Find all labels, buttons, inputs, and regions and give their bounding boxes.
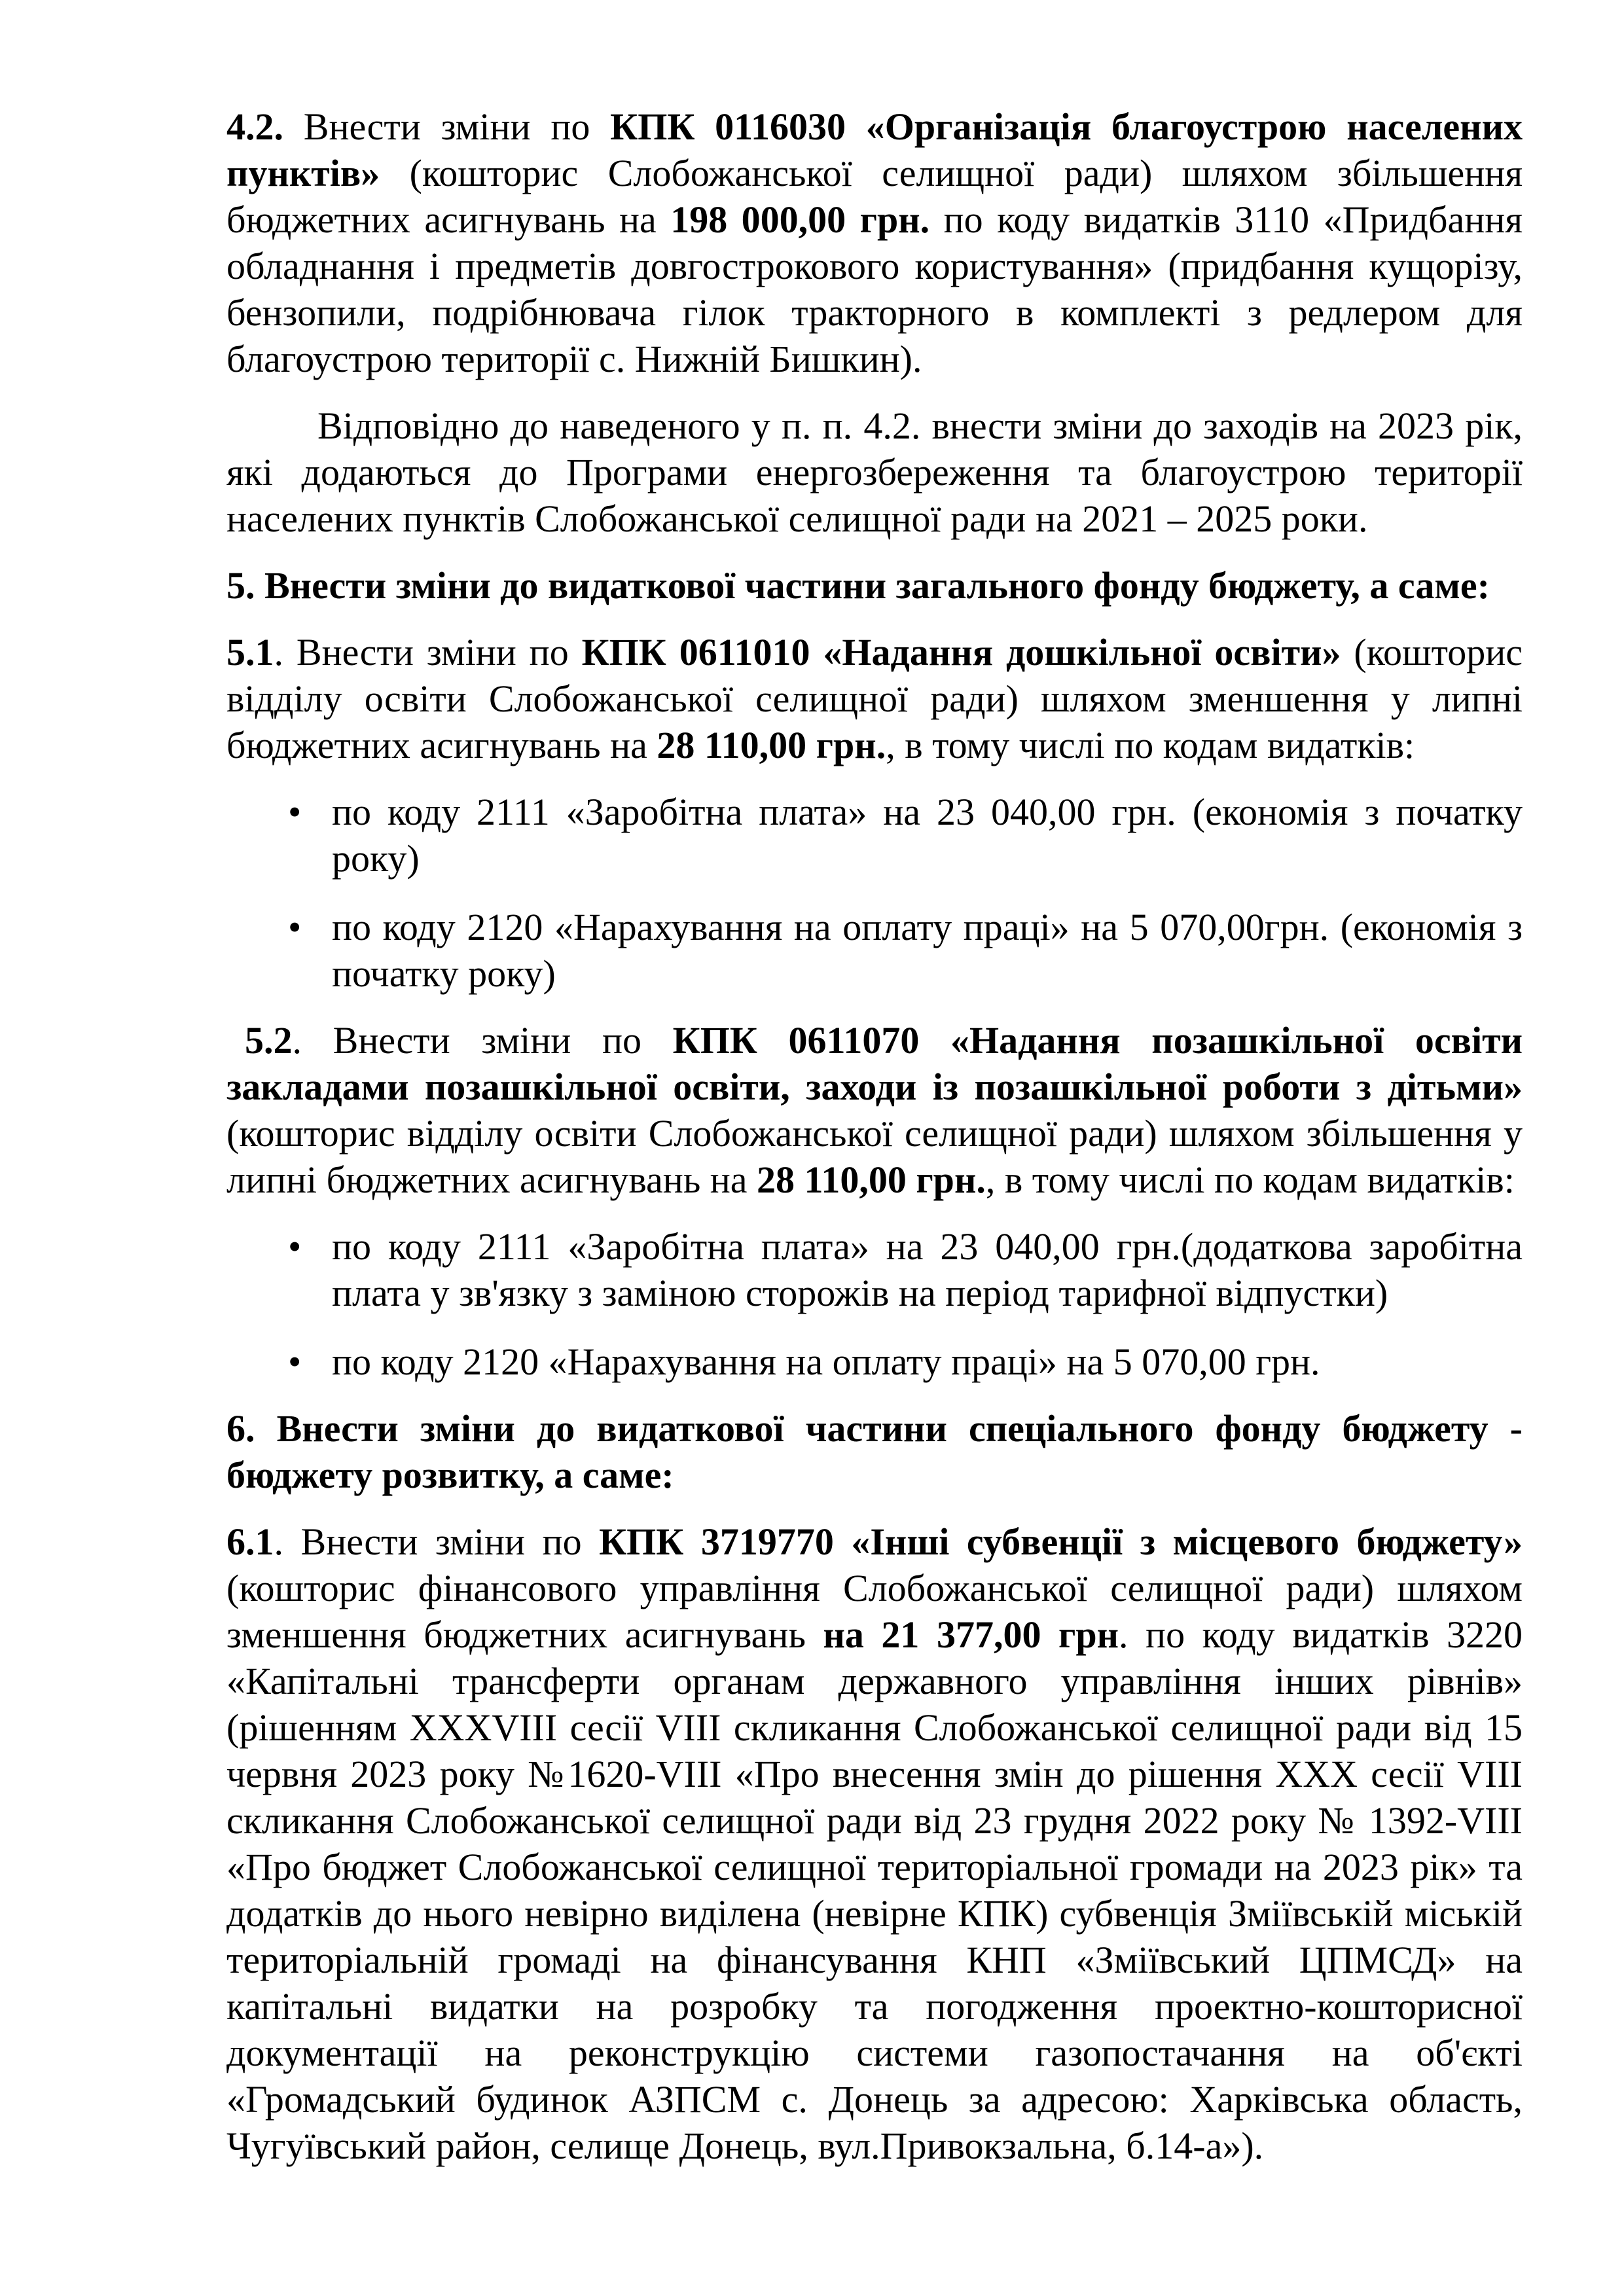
text-run: . Внести зміни по [274, 1520, 600, 1563]
text-run-bold: 6. Внести зміни до видаткової частини спеціального фонду бюджету - бюджету розвитку, а саме: [226, 1407, 1523, 1496]
text-run: Відповідно до наведеного у п. п. 4.2. внести зміни до заходів на 2023 рік, які додаються до Програми енергозбереження та благоустрою території населених пунктів Слобожанської селищної ради на 2021 – 2025 роки. [226, 404, 1523, 540]
list-item-text: по коду 2111 «Заробітна плата» на 23 040,00 грн. (економія з початку року) [332, 791, 1523, 880]
paragraph-5-1 [226, 629, 1523, 768]
text-run-bold: 28 110,00 грн. [757, 1158, 986, 1201]
list-item-text: по коду 2111 «Заробітна плата» на 23 040,00 грн.(додаткова заробітна плата у зв'язку з заміною сторожів на період тарифної відпустки) [332, 1225, 1523, 1314]
text-run: по коду видатків 3110 «Придбання обладнання і предметів довгострокового користування» (придбання кущорізу, бензопили, подрібнювача гілок тракторного в комплекті з редлером для благоустрою території с. Нижній Бишкин). [226, 198, 1523, 380]
text-run-bold: 5.2 [245, 1019, 293, 1062]
text-run-bold: 6.1 [226, 1520, 274, 1563]
list-item [226, 1338, 1523, 1385]
text-run-bold: 5. Внести зміни до видаткової частини загального фонду бюджету, а саме: [226, 564, 1490, 607]
text-run: (кошторис відділу освіти Слобожанської селищної ради) шляхом збільшення у липні бюджетних асигнувань на [226, 1112, 1523, 1201]
text-run-bold: КПК 0611010 «Надання дошкільної освіти» [581, 631, 1341, 673]
text-run-bold: КПК 0116030 «Організація благоустрою населених пунктів» [226, 105, 1523, 194]
text-run-bold: 198 000,00 грн. [670, 198, 930, 241]
text-run: (кошторис фінансового управління Слобожанської селищної ради) шляхом зменшення бюджетних асигнувань [226, 1567, 1523, 1656]
paragraph-respectively [226, 403, 1523, 542]
bullet-list-5-1 [226, 789, 1523, 997]
text-run: , в тому числі по кодам видатків: [886, 724, 1415, 766]
text-run: (кошторис відділу освіти Слобожанської селищної ради) шляхом зменшення у липні бюджетних асигнувань на [226, 631, 1523, 766]
bullet-icon: • [288, 1340, 302, 1383]
text-run-bold: 4.2. [226, 105, 283, 148]
text-run: . Внести зміни по [274, 631, 582, 673]
paragraph-5-2 [226, 1017, 1523, 1203]
text-run-bold: 28 110,00 грн. [657, 724, 886, 766]
text-run-bold: КПК 3719770 «Інші субвенції з місцевого бюджету» [599, 1520, 1523, 1563]
text-run-bold: КПК 0611070 «Надання позашкільної освіти закладами позашкільної освіти, заходи із позашкільної роботи з дітьми» [226, 1019, 1523, 1108]
list-item-text: по коду 2120 «Нарахування на оплату праці» на 5 070,00грн. (економія з початку року) [332, 906, 1523, 995]
list-item [226, 904, 1523, 997]
paragraph-4-2 [226, 103, 1523, 382]
list-item [226, 1223, 1523, 1316]
list-item [226, 789, 1523, 882]
heading-section-5 [226, 562, 1523, 609]
document-content [226, 103, 1523, 2169]
bullet-icon: • [288, 791, 302, 833]
list-item-text: по коду 2120 «Нарахування на оплату праці» на 5 070,00 грн. [332, 1340, 1320, 1383]
text-run: . Внести зміни по [292, 1019, 673, 1062]
text-run-bold: на 21 377,00 грн [823, 1613, 1119, 1656]
bullet-icon: • [288, 906, 302, 948]
text-run-bold: 5.1 [226, 631, 274, 673]
text-run: Внести зміни по [283, 105, 611, 148]
text-run: . по коду видатків 3220 «Капітальні трансферти органам державного управління інших рівнів» (рішенням XXXVIII сесії VIII скликання Слобожанської селищної ради від 15 червня 2023 року №1620-VIII «Про внесення змін до рішення XXX сесії VIII скликання Слобожанської селищної ради від 23 грудня 2022 року № 1392-VIII «Про бюджет Слобожанської селищної територіальної громади на 2023 рік» та додатків до нього невірно виділена (невірне КПК) субвенція Зміївській міській територіальній громаді на фінансування КНП «Зміївський ЦПМСД» на капітальні видатки на розробку та погодження проектно-кошторисної документації на реконструкцію системи газопостачання на об'єкті «Громадський будинок АЗПСМ с. Донець за адресою: Харківська область, Чугуївський район, селище Донець, вул.Привокзальна, б.14-а»). [226, 1613, 1523, 2167]
paragraph-6-1 [226, 1518, 1523, 2169]
text-run: , в тому числі по кодам видатків: [985, 1158, 1515, 1201]
heading-section-6 [226, 1405, 1523, 1498]
bullet-icon: • [288, 1225, 302, 1268]
bullet-list-5-2 [226, 1223, 1523, 1385]
text-run: (кошторис Слобожанської селищної ради) шляхом збільшення бюджетних асигнувань на [226, 152, 1523, 241]
